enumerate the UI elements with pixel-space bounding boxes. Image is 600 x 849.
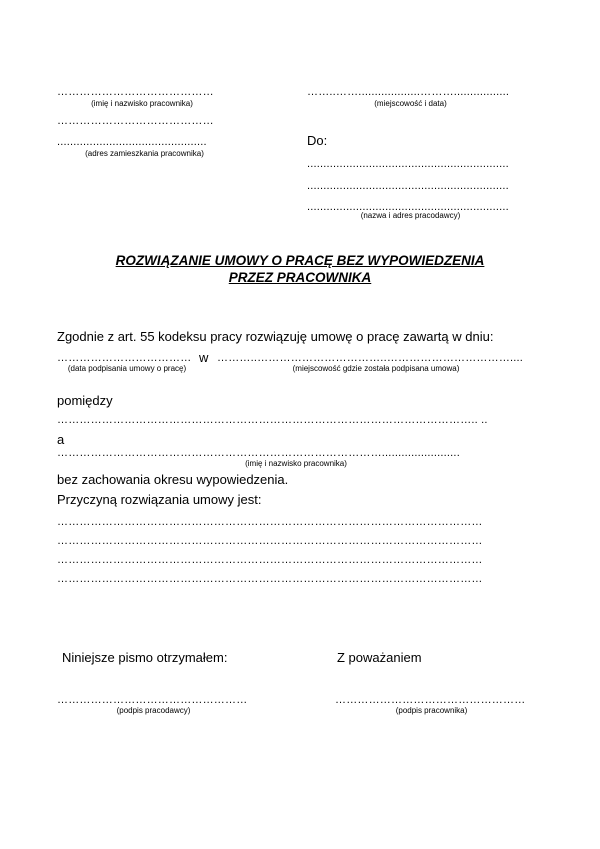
reason-line-4[interactable]: …………………………………………………………………………………………………… (57, 573, 483, 585)
w-label: w (199, 350, 209, 365)
sign-place-line[interactable]: ………..……………………………..…………………………….... (217, 352, 524, 364)
employer-caption: (nazwa i adres pracodawcy) (360, 211, 461, 220)
employee-name-line[interactable]: …………………………………… (57, 86, 214, 98)
employer-line-3[interactable]: .............................................................. (307, 201, 509, 213)
employer-line-1[interactable]: .............................................................. (307, 158, 509, 170)
reason-line-3[interactable]: …………………………………………………………………………………………………… (57, 554, 483, 566)
to-label: Do: (307, 133, 328, 148)
second-party-caption: (imię i nazwisko pracownika) (245, 459, 347, 468)
regards-label: Z poważaniem (337, 650, 422, 665)
a-label: a (57, 432, 65, 447)
employer-line-2[interactable]: .............................................................. (307, 180, 509, 192)
document-title-line-1: ROZWIĄZANIE UMOWY O PRACĘ BEZ WYPOWIEDZENIA (115, 253, 485, 268)
reason-line-1[interactable]: …………………………………………………………………………………………………… (57, 516, 483, 528)
between-label: pomiędzy (57, 393, 113, 408)
between-line[interactable]: ………………………………………………………………………………………………….. .. (57, 414, 488, 426)
received-label: Niniejsze pismo otrzymałem: (62, 650, 228, 665)
place-date-line[interactable]: ……..……...................………................. (307, 86, 510, 98)
sign-date-line[interactable]: ……………………………… (57, 352, 192, 364)
employee-address-caption: (adres zamieszkania pracownika) (85, 149, 204, 158)
intro-text: Zgodnie z art. 55 kodeksu pracy rozwiązuję umowę o pracę zawartą w dniu: (57, 329, 494, 344)
employee-address-line-2[interactable]: .............................................. (57, 136, 207, 148)
employee-signature-line[interactable]: …………………………………………… (335, 694, 526, 706)
place-date-caption: (miejscowość i data) (374, 99, 447, 108)
reason-label: Przyczyną rozwiązania umowy jest: (57, 492, 262, 507)
second-party-line[interactable]: ……………………………………………………………………………........................ (57, 447, 460, 459)
employee-name-caption: (imię i nazwisko pracownika) (91, 99, 193, 108)
employee-address-line-1[interactable]: …………………………………… (57, 115, 214, 127)
sign-place-caption: (miejscowość gdzie została podpisana umowa) (292, 364, 460, 373)
employee-signature-caption: (podpis pracownika) (395, 706, 468, 715)
no-notice-text: bez zachowania okresu wypowiedzenia. (57, 472, 289, 487)
reason-line-2[interactable]: …………………………………………………………………………………………………… (57, 535, 483, 547)
employer-signature-line[interactable]: …………………………………………… (57, 694, 248, 706)
document-title-line-2: PRZEZ PRACOWNIKA (228, 270, 372, 285)
employer-signature-caption: (podpis pracodawcy) (116, 706, 191, 715)
sign-date-caption: (data podpisania umowy o pracę) (67, 364, 187, 373)
